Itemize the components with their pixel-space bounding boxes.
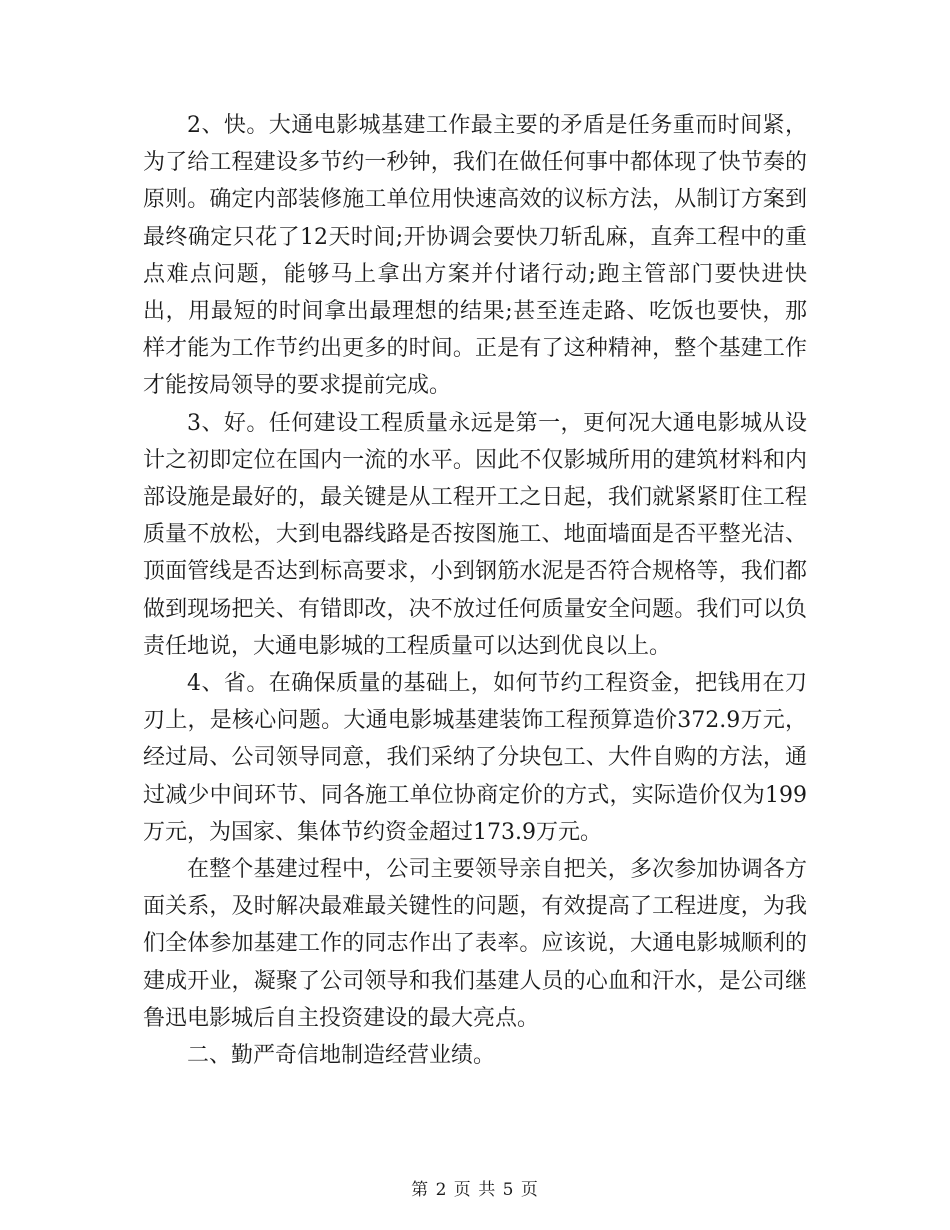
page-footer: 第 2 页 共 5 页 bbox=[411, 1180, 539, 1200]
paragraph-kuai: 2、快。大通电影城基建工作最主要的矛盾是任务重而时间紧，为了给工程建设多节约一秒钟，我们在做任何事中都体现了快节奏的原则。确定内部装修施工单位用快速高效的议标方法，从制订方案到最终确定只花了12天时间;开协调会要快刀斩乱麻，直奔工程中的重点难点问题，能够马上拿出方案并付诸行动;跑主管部门要快进快出，用最短的时间拿出最理想的结果;甚至连走路、吃饭也要快，那样才能为工作节约出更多的时间。正是有了这种精神，整个基建工作才能按局领导的要求提前完成。 bbox=[143, 113, 807, 399]
paragraph-sheng: 4、省。在确保质量的基础上，如何节约工程资金，把钱用在刀刃上，是核心问题。大通电影城基建装饰工程预算造价372.9万元，经过局、公司领导同意，我们采纳了分块包工、大件自购的方法，通过减少中间环节、同各施工单位协商定价的方式，实际造价仅为199万元，为国家、集体节约资金超过173.9万元。 bbox=[143, 671, 807, 845]
paragraph-summary: 在整个基建过程中，公司主要领导亲自把关，多次参加协调各方面关系，及时解决最难最关键性的问题，有效提高了工程进度，为我们全体参加基建工作的同志作出了表率。应该说，大通电影城顺利的建成开业，凝聚了公司领导和我们基建人员的心血和汗水，是公司继鲁迅电影城后自主投资建设的最大亮点。 bbox=[143, 857, 807, 1031]
paragraph-hao: 3、好。任何建设工程质量永远是第一，更何况大通电影城从设计之初即定位在国内一流的水平。因此不仅影城所用的建筑材料和内部设施是最好的，最关键是从工程开工之日起，我们就紧紧盯住工程质量不放松，大到电器线路是否按图施工、地面墙面是否平整光洁、顶面管线是否达到标高要求，小到钢筋水泥是否符合规格等，我们都做到现场把关、有错即改，决不放过任何质量安全问题。我们可以负责任地说，大通电影城的工程质量可以达到优良以上。 bbox=[143, 410, 807, 659]
section-heading: 二、勤严奇信地制造经营业绩。 bbox=[187, 1043, 496, 1069]
document-body bbox=[143, 107, 807, 1074]
